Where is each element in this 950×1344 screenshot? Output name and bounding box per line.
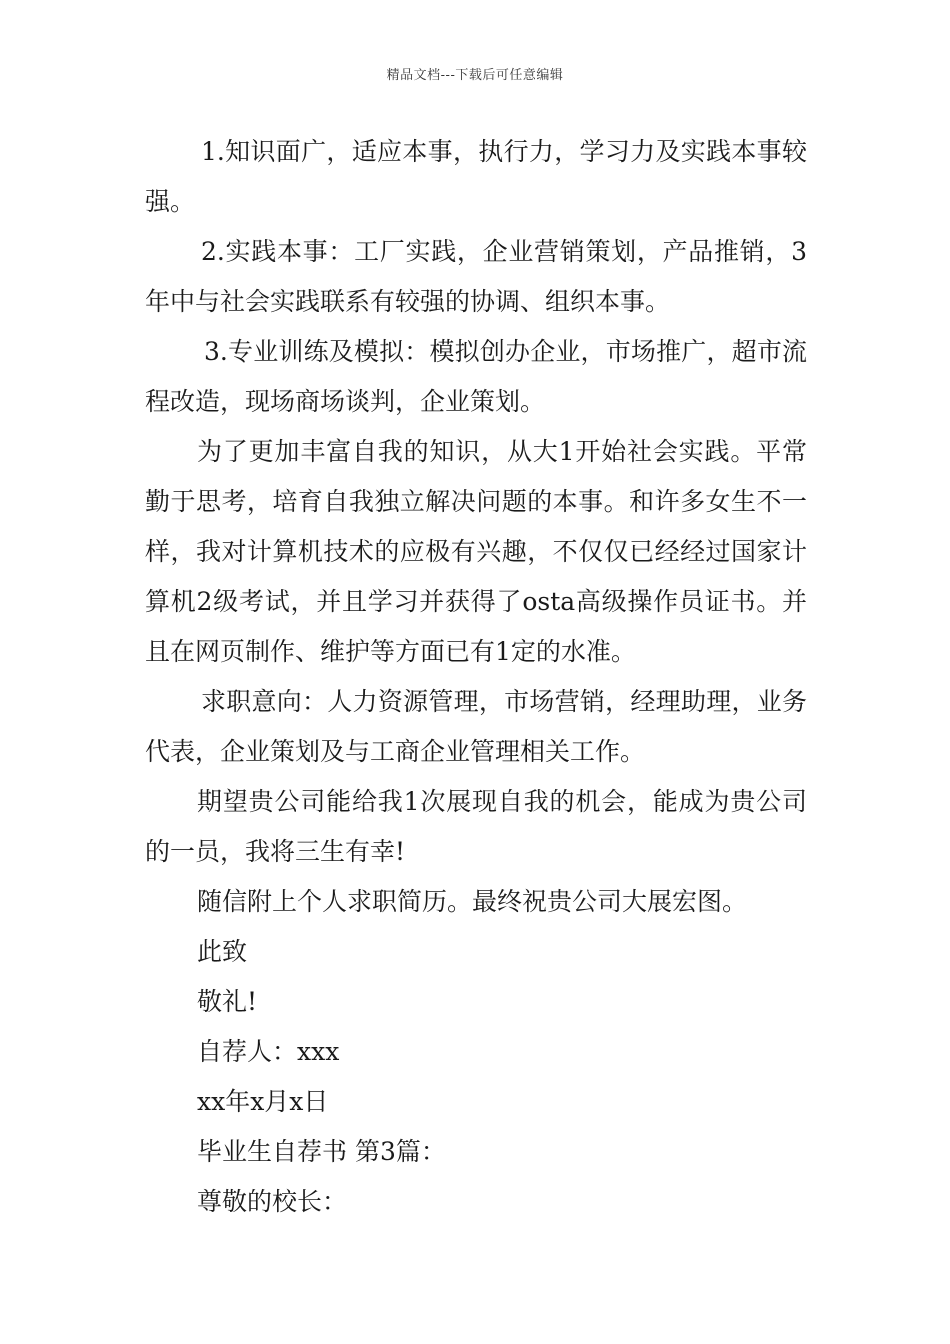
paragraph-attachment: 随信附上个人求职简历。最终祝贵公司大展宏图。 [197, 887, 748, 916]
document-body [145, 127, 807, 1227]
greeting-line: 尊敬的校长： [197, 1187, 348, 1216]
paragraph-job-intention: 求职意向：人力资源管理，市场营销，经理助理，业务代表，企业策划及与工商企业管理相关工作。 [145, 687, 807, 766]
paragraph-skill-1: 1.知识面广，适应本事，执行力，学习力及实践本事较强。 [145, 137, 807, 216]
closing-regards: 敬礼! [197, 987, 258, 1016]
paragraph-experience: 为了更加丰富自我的知识，从大1开始社会实践。平常勤于思考，培育自我独立解决问题的本事。和许多女生不一样，我对计算机技术的应极有兴趣，不仅仅已经经过国家计算机2级考试，并且学习并获得了osta高级操作员证书。并且在网页制作、维护等方面已有1定的水准。 [145, 437, 807, 666]
paragraph-hope: 期望贵公司能给我1次展现自我的机会，能成为贵公司的一员，我将三生有幸! [145, 787, 807, 866]
signature-line: 自荐人：xxx [197, 1037, 340, 1066]
page-header: 精品文档---下载后可任意编辑 [386, 68, 564, 83]
date-line: xx年x月x日 [197, 1087, 329, 1116]
paragraph-skill-2: 2.实践本事：工厂实践，企业营销策划，产品推销，3年中与社会实践联系有较强的协调、组织本事。 [145, 237, 807, 316]
section-title: 毕业生自荐书 第3篇： [197, 1137, 446, 1166]
closing-salutation: 此致 [197, 937, 248, 966]
paragraph-skill-3: 3.专业训练及模拟：模拟创办企业，市场推广，超市流程改造，现场商场谈判，企业策划。 [145, 337, 807, 416]
